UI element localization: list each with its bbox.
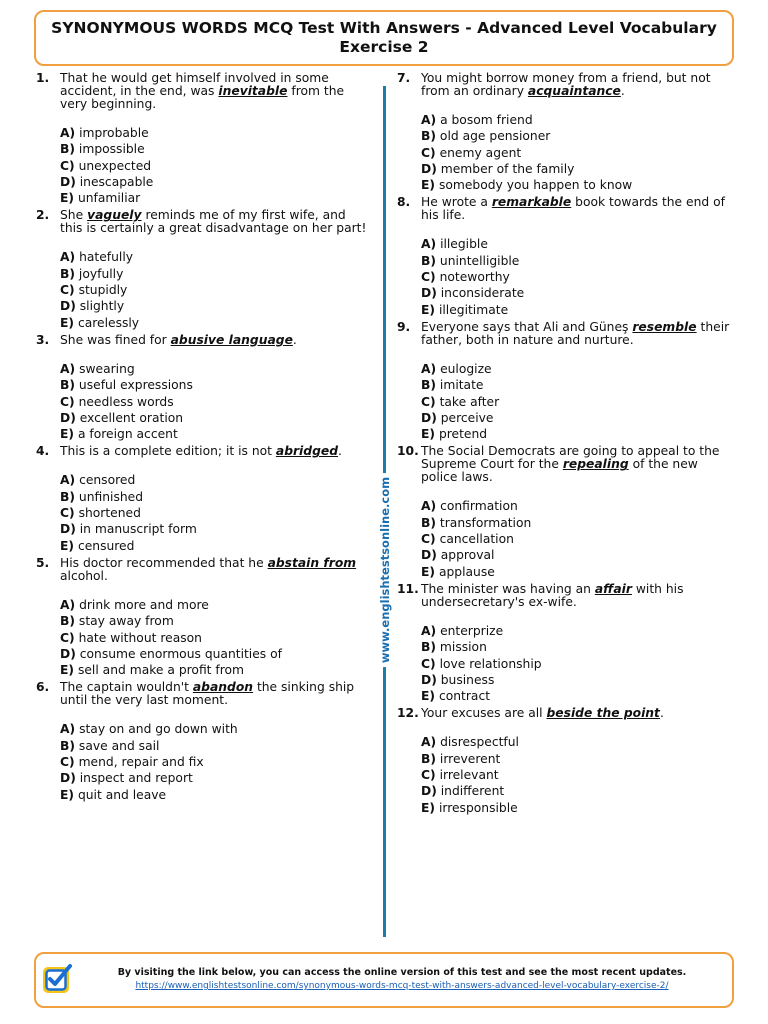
option-text: cancellation <box>439 532 514 547</box>
answer-option[interactable] <box>60 410 376 426</box>
answer-option[interactable] <box>421 361 737 377</box>
answer-option[interactable] <box>60 597 376 613</box>
option-text: unintelligible <box>439 253 520 268</box>
question-text-after: alcohol. <box>60 568 108 583</box>
question-number: 12. <box>397 706 419 721</box>
question-stem-row <box>397 196 737 222</box>
answer-options <box>60 721 376 802</box>
question-text-before: You might borrow money from a friend, but not from an ordinary <box>421 71 711 98</box>
question-text-after: . <box>659 706 664 721</box>
option-text: unexpected <box>78 158 152 173</box>
answer-option[interactable] <box>60 521 376 537</box>
question-keyword: repealing <box>562 457 629 472</box>
option-letter: E) <box>60 315 75 330</box>
question-keyword: abstain from <box>267 555 357 570</box>
answer-options <box>60 125 376 206</box>
option-letter: E) <box>421 302 436 317</box>
option-letter: C) <box>60 755 75 770</box>
answer-option[interactable] <box>421 177 737 193</box>
option-letter: A) <box>421 113 437 127</box>
question-text <box>421 321 737 347</box>
page-title-line1: SYNONYMOUS WORDS MCQ Test With Answers - Advanced Level Vocabulary <box>51 19 717 37</box>
option-text: a bosom friend <box>440 113 533 127</box>
option-letter: A) <box>60 722 76 737</box>
question-text-after: . <box>338 444 342 459</box>
question-number: 5. <box>36 555 50 570</box>
option-text: disrespectful <box>440 735 519 750</box>
option-letter: D) <box>60 522 76 537</box>
question-text <box>421 707 737 720</box>
question-item <box>36 334 376 442</box>
answer-options <box>421 112 737 193</box>
option-text: slightly <box>79 299 125 314</box>
title-box <box>34 10 734 66</box>
option-letter: A) <box>60 473 76 488</box>
question-text-after: . <box>292 332 297 347</box>
answer-option[interactable] <box>60 174 376 190</box>
option-letter: B) <box>60 738 75 753</box>
page-title-line2: Exercise 2 <box>339 38 429 56</box>
question-text-before: Everyone says that Ali and Güneş <box>421 319 633 334</box>
option-text: a foreign accent <box>77 427 178 442</box>
option-text: mission <box>439 640 487 655</box>
answer-option[interactable] <box>421 751 737 767</box>
question-number: 2. <box>36 208 50 223</box>
answer-option[interactable] <box>60 738 376 754</box>
option-letter: E) <box>60 191 75 206</box>
option-letter: D) <box>421 410 437 425</box>
option-text: censored <box>79 473 136 488</box>
option-letter: E) <box>60 787 75 802</box>
option-text: unfamiliar <box>77 191 141 206</box>
option-text: perceive <box>440 410 494 425</box>
question-text-after: with his undersecretary's ex-wife. <box>421 581 684 609</box>
option-letter: A) <box>60 597 76 612</box>
question-number: 8. <box>397 195 411 210</box>
option-letter: C) <box>421 394 436 409</box>
answer-option[interactable] <box>421 531 737 547</box>
question-text <box>421 583 737 609</box>
left-question-column <box>36 72 376 806</box>
option-letter: E) <box>421 178 436 193</box>
option-letter: A) <box>60 250 76 265</box>
option-letter: E) <box>421 564 436 579</box>
question-number: 3. <box>36 332 50 347</box>
answer-option[interactable] <box>421 767 737 783</box>
question-text-after: the sinking ship until the very last moment. <box>60 680 355 708</box>
question-number: 7. <box>397 71 411 85</box>
option-text: inspect and report <box>79 771 193 786</box>
question-stem-row <box>397 72 737 98</box>
answer-option[interactable] <box>60 125 376 141</box>
side-watermark-url <box>374 470 396 670</box>
answer-options <box>421 498 737 579</box>
option-text: illegible <box>440 237 488 252</box>
answer-option[interactable] <box>421 783 737 799</box>
question-text-after: book towards the end of his life. <box>421 195 725 223</box>
answer-option[interactable] <box>421 426 737 442</box>
question-stem-row <box>36 681 376 707</box>
answer-option[interactable] <box>60 158 376 174</box>
answer-option[interactable] <box>421 688 737 704</box>
answer-option[interactable] <box>60 662 376 678</box>
option-text: transformation <box>439 515 532 530</box>
question-text <box>60 209 376 235</box>
option-letter: C) <box>421 270 436 285</box>
option-text: save and sail <box>78 738 160 753</box>
question-text <box>421 196 737 222</box>
option-text: swearing <box>79 361 135 376</box>
option-letter: B) <box>421 515 436 530</box>
option-letter: C) <box>60 630 75 645</box>
right-question-column <box>397 72 737 819</box>
question-keyword: abusive language <box>170 332 293 347</box>
question-number: 1. <box>36 71 50 85</box>
option-letter: D) <box>421 548 437 563</box>
answer-option[interactable] <box>60 282 376 298</box>
answer-option[interactable] <box>60 613 376 629</box>
option-text: enterprize <box>440 623 504 638</box>
checkbox-checked-icon <box>40 962 74 996</box>
answer-option[interactable] <box>421 410 737 426</box>
answer-option[interactable] <box>421 128 737 144</box>
option-text: impossible <box>78 142 145 157</box>
option-letter: B) <box>60 614 75 629</box>
option-letter: D) <box>421 672 437 687</box>
option-letter: C) <box>421 768 436 783</box>
question-number: 10. <box>397 444 419 459</box>
option-letter: B) <box>60 142 75 157</box>
option-letter: A) <box>60 126 76 140</box>
answer-options <box>421 236 737 317</box>
option-letter: D) <box>60 771 76 786</box>
question-number: 4. <box>36 444 50 459</box>
question-number: 11. <box>397 581 419 596</box>
option-text: old age pensioner <box>439 129 551 144</box>
answer-option[interactable] <box>421 639 737 655</box>
option-letter: E) <box>421 689 436 704</box>
question-text-after: of the new police laws. <box>421 457 698 485</box>
question-keyword: vaguely <box>87 208 142 223</box>
footer-text: By visiting the link below, you can access the online version of this test and see the most recent updates. <box>117 967 687 978</box>
question-number: 6. <box>36 680 50 695</box>
option-letter: C) <box>60 506 75 521</box>
option-letter: C) <box>60 394 75 409</box>
question-number: 9. <box>397 319 411 334</box>
question-text <box>421 445 737 484</box>
answer-option[interactable] <box>421 145 737 161</box>
option-text: needless words <box>78 394 174 409</box>
option-text: enemy agent <box>439 145 522 160</box>
question-keyword: abandon <box>192 680 254 695</box>
option-text: carelessly <box>77 315 140 330</box>
option-letter: D) <box>60 174 76 189</box>
question-text-after: . <box>620 84 625 98</box>
option-letter: D) <box>60 299 76 314</box>
side-url-text: www.englishtestsonline.com <box>378 473 392 667</box>
question-item <box>397 72 737 193</box>
option-text: inescapable <box>79 174 154 189</box>
option-text: irreverent <box>439 751 501 766</box>
option-text: imitate <box>439 378 484 393</box>
option-text: irresponsible <box>438 800 518 815</box>
question-keyword: inevitable <box>218 84 288 98</box>
answer-option[interactable] <box>421 377 737 393</box>
answer-option[interactable] <box>421 236 737 252</box>
question-item <box>397 707 737 815</box>
option-letter: B) <box>421 751 436 766</box>
answer-option[interactable] <box>60 298 376 314</box>
answer-options <box>421 361 737 442</box>
option-text: illegitimate <box>438 302 509 317</box>
option-letter: E) <box>60 538 75 553</box>
option-text: sell and make a profit from <box>77 663 245 678</box>
answer-option[interactable] <box>421 800 737 816</box>
option-letter: D) <box>421 161 437 176</box>
question-text-before: She was fined for <box>60 332 171 347</box>
answer-option[interactable] <box>60 472 376 488</box>
option-text: love relationship <box>439 656 542 671</box>
option-letter: A) <box>421 735 437 750</box>
answer-option[interactable] <box>421 547 737 563</box>
question-stem-row <box>397 583 737 609</box>
question-text-before: His doctor recommended that he <box>60 555 268 570</box>
option-letter: A) <box>421 623 437 638</box>
option-text: in manuscript form <box>79 522 197 537</box>
answer-option[interactable] <box>60 630 376 646</box>
question-stem-row <box>36 72 376 111</box>
option-letter: C) <box>421 656 436 671</box>
answer-option[interactable] <box>421 112 737 128</box>
option-letter: A) <box>421 361 437 376</box>
option-text: improbable <box>79 126 149 140</box>
option-text: excellent oration <box>79 410 184 425</box>
question-item <box>397 445 737 579</box>
answer-options <box>60 249 376 330</box>
option-letter: B) <box>60 378 75 393</box>
question-text-before: That he would get himself involved in some accident, in the end, was <box>60 71 329 98</box>
answer-option[interactable] <box>60 538 376 554</box>
option-text: hate without reason <box>78 630 202 645</box>
answer-options <box>60 597 376 678</box>
question-text-after: reminds me of my first wife, and this is certainly a great disadvantage on her part! <box>60 208 367 236</box>
option-text: indifferent <box>440 784 505 799</box>
answer-option[interactable] <box>60 141 376 157</box>
footer-link[interactable]: https://www.englishtestsonline.com/synonymous-words-mcq-test-with-answers-advanced-level-vocabulary-exercise-2/ <box>135 981 669 991</box>
answer-option[interactable] <box>421 623 737 639</box>
question-stem-row <box>397 445 737 484</box>
answer-option[interactable] <box>60 394 376 410</box>
answer-option[interactable] <box>60 754 376 770</box>
option-text: business <box>440 672 495 687</box>
question-item <box>36 681 376 802</box>
option-letter: D) <box>60 646 76 661</box>
answer-option[interactable] <box>421 285 737 301</box>
option-letter: E) <box>421 800 436 815</box>
option-text: useful expressions <box>78 378 193 393</box>
option-letter: B) <box>421 378 436 393</box>
question-text <box>60 334 376 347</box>
question-text-before: The Social Democrats are going to appeal to the Supreme Court for the <box>421 444 720 472</box>
option-letter: D) <box>421 286 437 301</box>
answer-option[interactable] <box>421 253 737 269</box>
question-keyword: acquaintance <box>527 84 621 98</box>
question-stem-row <box>397 707 737 720</box>
answer-option[interactable] <box>60 721 376 737</box>
footer-box <box>34 952 734 1008</box>
question-item <box>36 557 376 678</box>
answer-option[interactable] <box>60 190 376 206</box>
option-text: eulogize <box>440 361 492 376</box>
answer-option[interactable] <box>421 656 737 672</box>
question-keyword: resemble <box>632 319 697 334</box>
answer-option[interactable] <box>421 161 737 177</box>
question-item <box>397 583 737 704</box>
question-keyword: remarkable <box>491 195 572 210</box>
question-item <box>397 196 737 317</box>
question-text-before: He wrote a <box>421 195 492 210</box>
answer-option[interactable] <box>60 315 376 331</box>
option-text: quit and leave <box>77 787 167 802</box>
answer-option[interactable] <box>60 787 376 803</box>
option-letter: C) <box>60 158 75 173</box>
answer-option[interactable] <box>421 515 737 531</box>
question-item <box>36 72 376 206</box>
option-letter: D) <box>60 410 76 425</box>
answer-options <box>421 623 737 704</box>
question-keyword: beside the point <box>546 706 660 721</box>
answer-option[interactable] <box>421 498 737 514</box>
option-text: mend, repair and fix <box>78 755 204 770</box>
question-text-after: from the very beginning. <box>60 84 345 111</box>
option-letter: B) <box>60 266 75 281</box>
answer-option[interactable] <box>60 249 376 265</box>
answer-options <box>421 734 737 815</box>
question-text-after: their father, both in nature and nurture. <box>421 319 730 347</box>
question-stem-row <box>397 321 737 347</box>
option-text: contract <box>438 689 491 704</box>
option-letter: A) <box>60 361 76 376</box>
answer-option[interactable] <box>60 646 376 662</box>
answer-option[interactable] <box>60 266 376 282</box>
question-stem-row <box>36 445 376 458</box>
option-letter: E) <box>60 663 75 678</box>
option-text: unfinished <box>78 489 144 504</box>
question-keyword: affair <box>594 581 632 596</box>
option-letter: C) <box>60 283 75 298</box>
option-text: consume enormous quantities of <box>79 646 282 661</box>
question-item <box>36 445 376 553</box>
question-stem-row <box>36 557 376 583</box>
answer-option[interactable] <box>60 489 376 505</box>
option-letter: E) <box>60 427 75 442</box>
option-letter: D) <box>421 784 437 799</box>
answer-options <box>60 472 376 553</box>
option-letter: B) <box>421 640 436 655</box>
question-text <box>421 72 737 98</box>
answer-option[interactable] <box>60 377 376 393</box>
option-text: confirmation <box>440 499 518 514</box>
question-text-before: Your excuses are all <box>421 706 547 721</box>
question-item <box>397 321 737 442</box>
question-text-before: The minister was having an <box>421 581 595 596</box>
answer-option[interactable] <box>60 505 376 521</box>
option-text: joyfully <box>78 266 124 281</box>
question-text <box>60 72 376 111</box>
option-text: approval <box>440 548 495 563</box>
option-letter: A) <box>421 499 437 514</box>
answer-options <box>60 361 376 442</box>
question-text <box>60 557 376 583</box>
option-text: pretend <box>438 427 488 442</box>
answer-option[interactable] <box>421 302 737 318</box>
option-letter: B) <box>421 129 436 144</box>
question-text-before: The captain wouldn't <box>60 680 193 695</box>
answer-option[interactable] <box>60 426 376 442</box>
option-letter: C) <box>421 532 436 547</box>
option-text: censured <box>77 538 135 553</box>
answer-option[interactable] <box>421 564 737 580</box>
question-text-before: She <box>60 208 88 223</box>
option-text: noteworthy <box>439 270 510 285</box>
option-letter: B) <box>421 253 436 268</box>
option-text: take after <box>439 394 500 409</box>
question-stem-row <box>36 209 376 235</box>
question-text-before: This is a complete edition; it is not <box>60 444 276 459</box>
option-text: irrelevant <box>439 768 499 783</box>
question-text <box>60 445 376 458</box>
question-stem-row <box>36 334 376 347</box>
question-text <box>60 681 376 707</box>
option-text: hatefully <box>79 250 134 265</box>
answer-option[interactable] <box>60 770 376 786</box>
question-keyword: abridged <box>275 444 339 459</box>
answer-option[interactable] <box>421 672 737 688</box>
answer-option[interactable] <box>60 361 376 377</box>
question-item <box>36 209 376 330</box>
option-text: stay on and go down with <box>79 722 238 737</box>
option-text: somebody you happen to know <box>438 178 633 193</box>
option-text: shortened <box>78 506 141 521</box>
option-text: stay away from <box>78 614 174 629</box>
answer-option[interactable] <box>421 394 737 410</box>
answer-option[interactable] <box>421 734 737 750</box>
option-text: applause <box>438 564 495 579</box>
option-text: stupidly <box>78 283 128 298</box>
option-letter: E) <box>421 427 436 442</box>
option-text: member of the family <box>440 161 575 176</box>
option-text: drink more and more <box>79 597 209 612</box>
answer-option[interactable] <box>421 269 737 285</box>
option-letter: B) <box>60 489 75 504</box>
option-letter: C) <box>421 145 436 160</box>
option-letter: A) <box>421 237 437 252</box>
option-text: inconsiderate <box>440 286 525 301</box>
